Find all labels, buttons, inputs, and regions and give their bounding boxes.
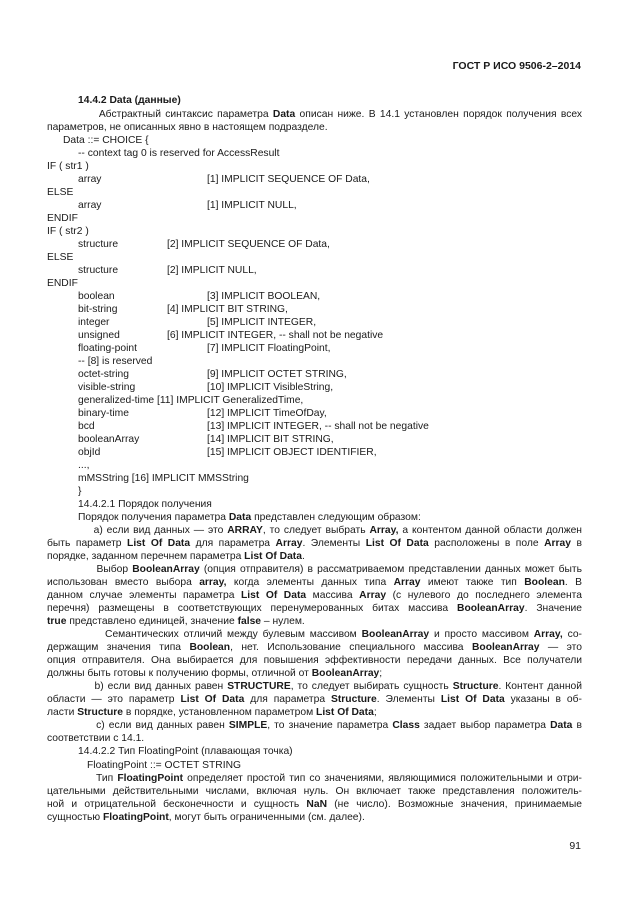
code-line-definition: [15] IMPLICIT OBJECT IDENTIFIER, <box>207 447 377 459</box>
code-line-text: unsigned <box>78 329 120 341</box>
paragraph-line: а) если вид данных — это ARRAY, то следует выбрать Array, а контентом данной области должен <box>47 525 582 537</box>
code-line-text: array <box>78 199 102 211</box>
code-line-definition: [1] IMPLICIT NULL, <box>207 199 297 211</box>
code-line-text: visible-string <box>78 381 136 393</box>
code-line-text: structure <box>78 238 119 250</box>
code-line-text: mMSString [16] IMPLICIT MMSString <box>78 473 249 485</box>
code-line-definition: [2] IMPLICIT NULL, <box>167 264 257 276</box>
code-line-text: ENDIF <box>47 277 78 289</box>
paragraph-line: цательными действительными числами, включая нуль. Он включает также представления положитель- <box>47 785 582 797</box>
code-line-text: -- context tag 0 is reserved for AccessResult <box>78 147 280 159</box>
code-line-text: octet-string <box>78 368 129 380</box>
code-line-text: ENDIF <box>47 212 78 224</box>
code-line-text: bit-string <box>78 303 118 315</box>
document-header: ГОСТ Р ИСО 9506-2–2014 <box>452 60 581 72</box>
code-line-text: ..., <box>78 460 90 472</box>
intro-line: Абстрактный синтаксис параметра Data описан ниже. В 14.1 установлен порядок получения всех <box>47 108 582 120</box>
code-line-text: IF ( str2 ) <box>47 225 89 237</box>
paragraph-line: сущностью FloatingPoint, могут быть ограниченными (см. далее). <box>47 811 365 823</box>
code-line-text: IF ( str1 ) <box>47 160 89 172</box>
paragraph-line: данном случае элементы параметра List Of Data массива Array (с нулевого до последнего элемента <box>47 590 582 602</box>
code-line-text: ELSE <box>47 186 74 198</box>
body-line-text: 14.4.2.2 Тип FloatingPoint (плавающая точка) <box>78 746 293 758</box>
code-line-text: integer <box>78 316 110 328</box>
paragraph-line: использован вместо выбора array, когда элементы данных типа Array имеют также тип Boolean. В <box>47 577 582 589</box>
intro-line: параметров, не описанных явно в настоящем подразделе. <box>47 121 328 133</box>
code-line-definition: [10] IMPLICIT VisibleString, <box>207 381 334 393</box>
body-line-text: Порядок получения параметра Data представлен следующим образом: <box>78 512 421 524</box>
paragraph-line: с) если вид данных равен SIMPLE, то значение параметра Class задает выбор параметра Data в <box>47 720 582 732</box>
code-line-text: array <box>78 173 102 185</box>
code-line-text: floating-point <box>78 342 137 354</box>
paragraph-line: порядке, заданном перечнем параметра List Of Data. <box>47 551 305 563</box>
code-line-text: structure <box>78 264 119 276</box>
paragraph-line: быть параметр List Of Data для параметра Array. Элементы List Of Data расположены в поле Array в <box>47 538 582 550</box>
paragraph-line: должны быть готовы к получению формы, отличной от BooleanArray; <box>47 668 383 680</box>
code-line-text: objId <box>78 447 101 459</box>
body-line-text: 14.4.2.1 Порядок получения <box>78 499 212 511</box>
paragraph-line: true представлено единицей, значение false – нулем. <box>47 616 305 628</box>
code-line-definition: [4] IMPLICIT BIT STRING, <box>167 303 288 315</box>
code-line-text: Data ::= CHOICE { <box>63 134 149 146</box>
paragraph-line: области — это параметр List Of Data для параметра Structure. Элементы List Of Data указаны в об- <box>47 694 582 706</box>
code-line-definition: [1] IMPLICIT SEQUENCE OF Data, <box>207 173 370 185</box>
code-line-definition: [9] IMPLICIT OCTET STRING, <box>207 368 347 380</box>
paragraph-line: соответствии с 14.1. <box>47 733 145 745</box>
code-line-text: -- [8] is reserved <box>78 355 153 367</box>
code-line-definition: [7] IMPLICIT FloatingPoint, <box>207 342 331 354</box>
section-heading: 14.4.2 Data (данные) <box>78 95 181 106</box>
code-line-text: booleanArray <box>78 434 140 445</box>
paragraph-line: держащим значения типа Boolean, нет. Использование специального массива BooleanArray — это <box>47 642 583 654</box>
paragraph-line: ласти Structure в порядке, установленном параметром List Of Data; <box>47 707 377 719</box>
code-line-definition: [14] IMPLICIT BIT STRING, <box>207 434 334 445</box>
page-number: 91 <box>569 840 581 852</box>
code-line-text: } <box>78 486 82 498</box>
paragraph-line: Выбор BooleanArray (опция отправителя) в рассматриваемом представлении данных может быть <box>47 564 583 576</box>
paragraph-line: Тип FloatingPoint определяет простой тип со значениями, являющимися положительными и отри- <box>47 772 582 784</box>
code-line-text: generalized-time [11] IMPLICIT GeneralizedTime, <box>78 394 304 406</box>
code-line-definition: [6] IMPLICIT INTEGER, -- shall not be negative <box>167 329 384 341</box>
code-line-definition: [3] IMPLICIT BOOLEAN, <box>207 290 321 302</box>
code-line-text: bcd <box>78 420 95 432</box>
paragraph-line: ной и отрицательной бесконечности и сущность NaN (не число). Возможные значения, принимаемые <box>47 798 582 810</box>
paragraph-line: b) если вид данных равен STRUCTURE, то следует выбирать сущность Structure. Контент данной <box>47 681 582 693</box>
code-line-definition: [13] IMPLICIT INTEGER, -- shall not be negative <box>207 420 429 432</box>
paragraph-line: Семантических отличий между булевым массивом BooleanArray и просто массивом Array, со- <box>47 629 582 641</box>
code-line-definition: [5] IMPLICIT INTEGER, <box>207 316 317 328</box>
code-line-text: ELSE <box>47 251 74 263</box>
code-line-text: boolean <box>78 290 115 302</box>
paragraph-line: опция отправителя. Она выбирается для повышения эффективности передачи данных. Все получатели <box>47 655 582 667</box>
code-line-definition: [2] IMPLICIT SEQUENCE OF Data, <box>167 238 330 250</box>
paragraph-line: перечня) размещены в соответствующих перенумерованных битах массива BooleanArray. Значение <box>47 603 582 615</box>
body-line-text: FloatingPoint ::= OCTET STRING <box>87 759 242 771</box>
code-line-definition: [12] IMPLICIT TimeOfDay, <box>207 407 327 419</box>
code-line-text: binary-time <box>78 407 129 419</box>
